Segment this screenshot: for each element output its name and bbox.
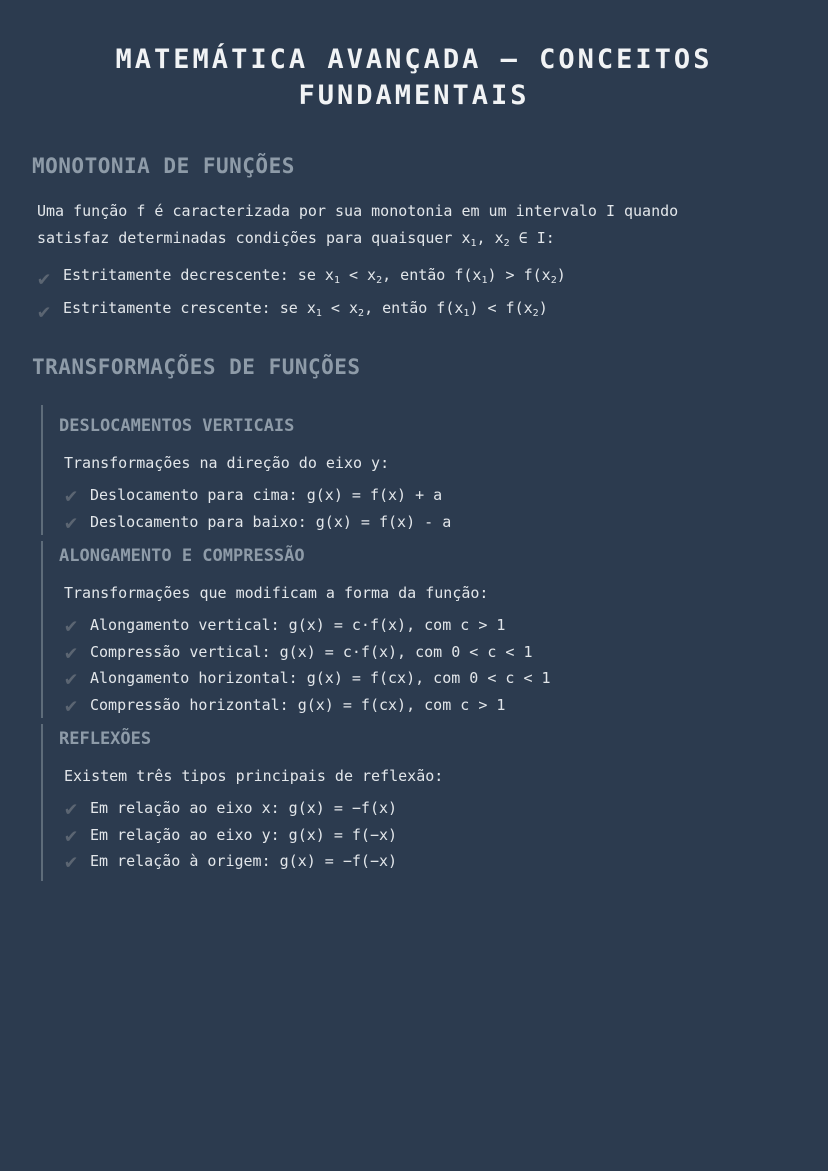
subsection-deslocamentos — [41, 405, 796, 535]
list-item — [32, 295, 796, 328]
list-item-text: Estritamente decrescente: se $x_1 < x_2$, então $f(x_1) > f(x_2)$ — [63, 266, 566, 286]
monotonia-intro-line2: satisfaz determinadas condições para quaisquer $x_1$, $x_2$ ∈ I: — [37, 229, 555, 249]
check-icon: ✔ — [64, 692, 78, 717]
list-item-text: Deslocamento para cima: g(x) = f(x) + a — [90, 486, 443, 504]
list-item — [59, 665, 796, 692]
subsection-intro: Existem três tipos principais de reflexão: — [64, 767, 444, 785]
check-icon: ✔ — [64, 666, 78, 691]
list-item — [59, 795, 796, 822]
check-icon: ✔ — [64, 613, 78, 638]
list-item-text: Alongamento vertical: g(x) = c·f(x), com c > 1 — [90, 616, 506, 634]
document-title: MATEMÁTICA AVANÇADA – CONCEITOS FUNDAMENTAIS — [115, 44, 713, 111]
alongamento-list — [59, 612, 796, 718]
check-icon: ✔ — [64, 849, 78, 874]
check-icon: ✔ — [64, 509, 78, 534]
subsection-reflexoes — [41, 724, 796, 881]
list-item-text: Deslocamento para baixo: g(x) = f(x) - a — [90, 512, 452, 531]
list-item-text: Em relação ao eixo x: g(x) = −f(x) — [90, 799, 398, 817]
subsection-intro: Transformações que modificam a forma da função: — [64, 584, 489, 602]
list-item — [59, 509, 796, 536]
list-item — [59, 612, 796, 639]
list-item — [59, 822, 796, 849]
check-icon: ✔ — [37, 266, 51, 291]
list-item — [32, 262, 796, 295]
list-item-text: Estritamente crescente: se $x_1 < x_2$, então $f(x_1) < f(x_2)$ — [63, 298, 548, 319]
list-item-text: Compressão horizontal: g(x) = f(cx), com c > 1 — [90, 695, 506, 714]
list-item — [59, 848, 796, 875]
list-item — [59, 482, 796, 509]
monotonia-list — [32, 262, 796, 327]
list-item — [59, 692, 796, 719]
check-icon: ✔ — [37, 298, 51, 323]
list-item-text: Em relação ao eixo y: g(x) = f(−x) — [90, 825, 398, 844]
subsection-intro: Transformações na direção do eixo y: — [64, 454, 390, 472]
subsection-title-alongamento: ALONGAMENTO E COMPRESSÃO — [59, 546, 305, 566]
check-icon: ✔ — [64, 796, 78, 821]
section-transformacoes — [32, 353, 796, 881]
section-title-transformacoes: TRANSFORMAÇÕES DE FUNÇÕES — [32, 355, 361, 379]
section-title-monotonia: MONOTONIA DE FUNÇÕES — [32, 154, 295, 178]
list-item-text: Em relação à origem: g(x) = −f(−x) — [90, 852, 398, 870]
subsection-alongamento — [41, 541, 796, 718]
list-item — [59, 639, 796, 666]
subsection-title-deslocamentos: DESLOCAMENTOS VERTICAIS — [59, 416, 295, 436]
deslocamentos-list — [59, 482, 796, 535]
reflexoes-list — [59, 795, 796, 875]
check-icon: ✔ — [64, 639, 78, 664]
subsection-title-reflexoes: REFLEXÕES — [59, 729, 152, 749]
check-icon: ✔ — [64, 483, 78, 508]
monotonia-intro-line1: Uma função f é caracterizada por sua monotonia em um intervalo I quando — [37, 202, 679, 220]
monotonia-intro — [37, 198, 796, 257]
list-item-text: Compressão vertical: g(x) = c·f(x), com 0 < c < 1 — [90, 642, 533, 661]
section-monotonia — [32, 152, 796, 327]
list-item-text: Alongamento horizontal: g(x) = f(cx), com 0 < c < 1 — [90, 669, 551, 687]
check-icon: ✔ — [64, 822, 78, 847]
